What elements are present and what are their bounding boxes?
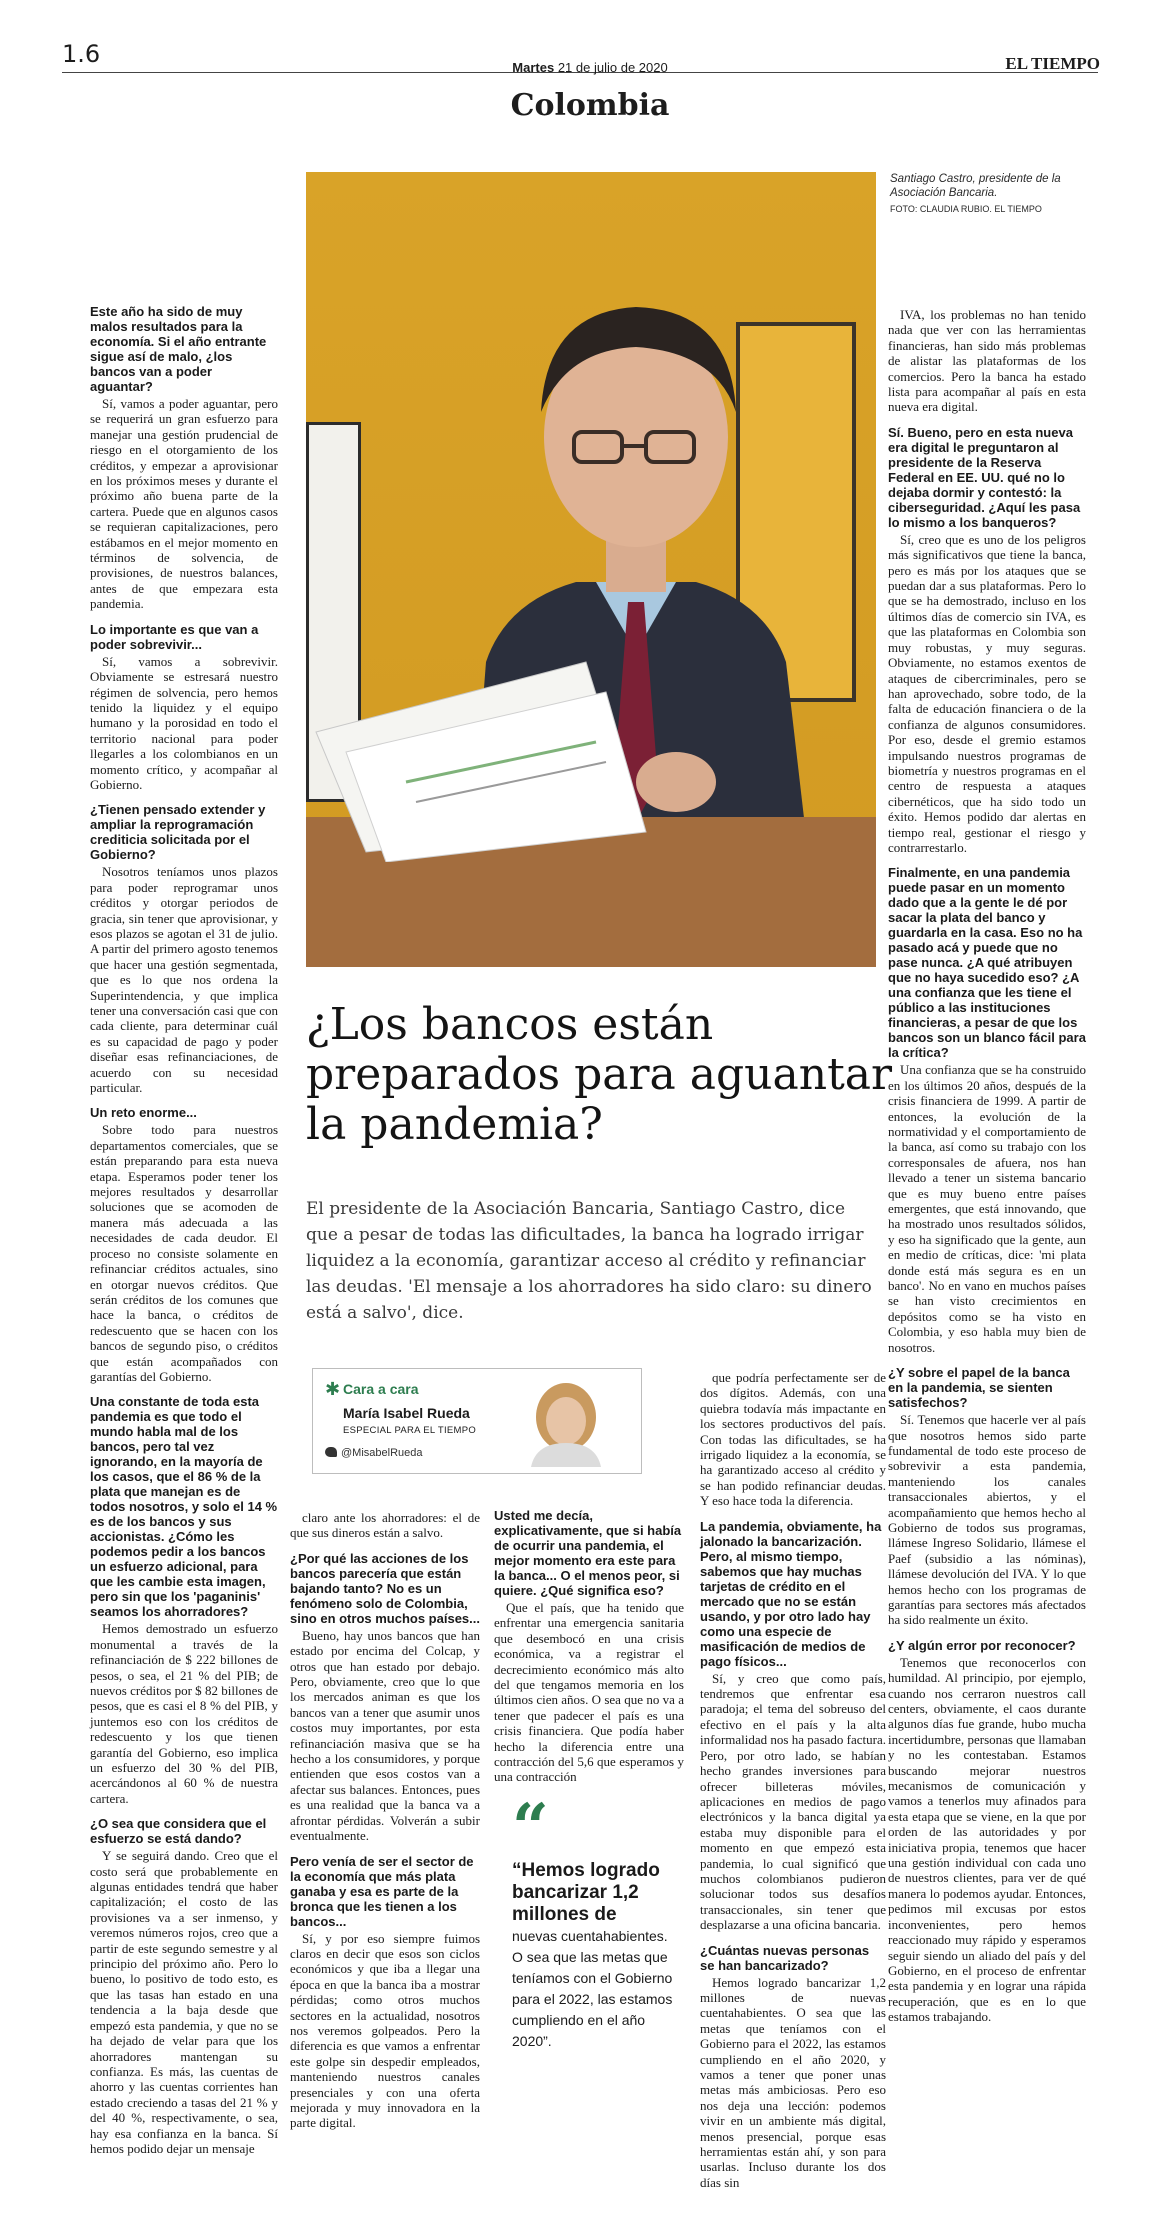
publication-date <box>470 60 710 75</box>
photo-credit: FOTO: CLAUDIA RUBIO. EL TIEMPO <box>890 204 1042 214</box>
interview-question: Una constante de toda esta pandemia es que todo el mundo habla mal de los bancos, pero tal vez ignorando, en la mayoría de los casos, que el 86 % de la plata que manejan es de todos nosotros, y solo el 14 % es de los bancos y sus accionistas. ¿Cómo les podemos pedir a los bancos un esfuerzo adicional, para que les cambie esta imagen, pero sin que los 'paganinis' seamos los ahorradores? <box>90 1394 278 1620</box>
byline-author: María Isabel Rueda <box>343 1405 470 1421</box>
interview-answer: Y se seguirá dando. Creo que el costo será que probablemente en algunas entidades tendrá que haber capitalización; el costo de las provisiones va a ser inmenso, y veremos números rojos, creo que a partir de este segundo semestre y al principio del próximo año. Pero lo bueno, lo positivo de todo esto, es que las tasas han estado en una tendencia a la baja desde que empezó esta pandemia, y que no se ha dejado de velar para que los ahorradores mantengan su confianza. Es más, las cuentas de ahorro y las cuentas corrientes han estado creciendo a tasas del 21 % y del 40 %, respectivamente, o sea, hay esa confianza en la banca. Sí hemos podido dejar un mensaje <box>90 1848 278 2156</box>
interview-question: Este año ha sido de muy malos resultados para la economía. Si el año entrante sigue así de malo, ¿los bancos van a poder aguantar? <box>90 304 267 394</box>
interview-answer: Sí, creo que es uno de los peligros más significativos que tiene la banca, pero es más por los ataques que se puedan dar a sus plataformas. Pero lo que se ha demostrado, incluso en los últimos días de comercio sin IVA, es que las plataformas en Colombia son muy robustas, y muy seguras. Obviamente, no estamos exentos de ataques de cibercriminales, pero se han aprovechado, sobre todo, de la falta de educación financiera o de la confianza de algunos consumidores. Por eso, desde el gremio estamos impulsando nuestros programas de biometría y nuestros programas en el centro de respuesta a ataques cibernéticos, que ha sido todo un éxito. Hemos podido dar alertas en tiempo real, gestionar el riesgo y contrarrestarlo. <box>888 531 1086 855</box>
column-1 <box>90 304 278 2156</box>
portrait-photo <box>306 172 876 967</box>
byline-twitter[interactable] <box>325 1447 423 1459</box>
date-rest: 21 de julio de 2020 <box>557 60 668 75</box>
byline-role: ESPECIAL PARA EL TIEMPO <box>343 1425 477 1436</box>
author-avatar <box>521 1377 611 1467</box>
interview-answer: Sí. Tenemos que hacerle ver al país que nosotros hemos sido parte fundamental de todo este proceso de sobrevivir a esta pandemia, manteniendo los canales transaccionales abiertos, y el acompañamiento que hemos hecho al Gobierno de todos sus programas, llámese Ingreso Solidario, llámese el Paef (subsidio a las nóminas), llámese devolución del IVA. Y lo que hemos hecho con los programas de garantías para sectores más afectados ha sido realmente un éxito. <box>888 1412 1086 1628</box>
interview-answer: Sobre todo para nuestros departamentos comerciales, que se están preparando para esta nueva etapa. Esperamos poder tener los mejores resultados y desarrollar soluciones que se acomoden de manera más adecuada a las necesidades de cada deudor. El proceso no consiste solamente en refinanciar créditos actuales, sino en otorgar nuevos créditos. Que serán créditos de los comunes que hace la banca, o créditos de redescuento que se hacen con los bancos de segundo piso, o créditos que están acompañados con garantías del Gobierno. <box>90 1122 278 1384</box>
twitter-handle: @MisabelRueda <box>341 1447 423 1459</box>
interview-question: Un reto enorme... <box>90 1105 197 1121</box>
interview-question: ¿Tienen pensado extender y ampliar la reprogramación crediticia solicitada por el Gobierno? <box>90 802 266 863</box>
interview-answer: Tenemos que reconocerlos con humildad. Al principio, por ejemplo, cuando nos cerraron nuestros call centers, obviamente, el caos durante algunos días fue grande, hubo mucha incertidumbre, personas que llamaban y no les contestaban. Estamos buscando mejorar nuestros mecanismos de comunicación y vamos a tenerlos muy afinados para esta etapa que se viene, en la que por orden de las autoridades y por iniciativa propia, tenemos que hacer una gestión individual con cada uno de nuestros clientes, para ver de qué manera lo podemos ayudar. Entonces, pedimos mil excusas por estos inconvenientes, pero hemos reaccionado muy rápido y esperamos seguir siendo un aliado del país y del Gobierno, en el proceso de enfrentar esta pandemia y en lograr una rápida recuperación, que es en lo que estamos trabajando. <box>888 1654 1086 2025</box>
interview-question: ¿Y algún error por reconocer? <box>888 1637 1076 1653</box>
column-3 <box>290 1508 480 2131</box>
interview-answer: Hemos demostrado un esfuerzo monumental a través de la refinanciación de $ 222 billones de pesos, o sea, el 21 % del PIB; de nuevos créditos por $ 82 billones de pesos, que es casi el 8 % del PIB, y juntemos eso con los créditos de redescuento y los que tienen garantía del Gobierno, eso implica un esfuerzo del 30 % del PIB, acercándonos al 60 % de nuestra cartera. <box>90 1621 278 1806</box>
pull-quote-rest: nuevas cuentahabientes. O sea que las metas que teníamos con el Gobierno para el 2022, las estamos cumpliendo en el año 2020”. <box>512 1928 673 2049</box>
interview-question: ¿Cuántas nuevas personas se han bancarizado? <box>700 1942 870 1973</box>
photo-caption <box>890 172 1090 216</box>
papers-illustration <box>306 612 876 862</box>
interview-question: ¿Y sobre el papel de la banca en la pandemia, se sienten satisfechos? <box>888 1365 1070 1411</box>
date-day: Martes <box>512 60 555 75</box>
interview-question: ¿Por qué las acciones de los bancos parecería que están bajando tanto? No es un fenómeno solo de Colombia, sino en otros muchos países... <box>290 1550 480 1626</box>
interview-answer: Una confianza que se ha construido en los últimos 20 años, después de la crisis financiera de 1999. A partir de entonces, la evolución de la normatividad y el comportamiento de la banca, así como su trabajo con los corresponsales de afuera, nos han llevado a tener un sistema bancario que es muy bueno entre países emergentes, que está innovando, que ha mostrado unos resultados sólidos, y eso ha significado que la gente, aun en medio de críticas, dice: 'mi plata donde está más segura es en un banco'. No en vano en muchos países se han visto crecimientos en depósitos como se ha visto en Colombia, y eso habla muy bien de nosotros. <box>888 1062 1086 1355</box>
interview-question: Lo importante es que van a poder sobrevivir... <box>90 621 259 652</box>
interview-answer: Que el país, que ha tenido que enfrentar una emergencia sanitaria que desembocó en una crisis económica, va a registrar el decrecimiento económico más alto del que tengamos memoria en los últimos cien años. O sea que no va a tener que padecer el país es una crisis financiera. Que podía haber hecho la diferencia entre una contracción del 5,6 que esperamos y una contracción <box>494 1600 684 1785</box>
newspaper-brand: EL TIEMPO <box>1005 54 1100 73</box>
interview-question: Pero venía de ser el sector de la economía que más plata ganaba y esa es parte de la bronca que les tienen a los bancos... <box>290 1853 474 1929</box>
pull-quote <box>512 1790 682 2052</box>
interview-question: La pandemia, obviamente, ha jalonado la bancarización. Pero, al mismo tiempo, sabemos que hay muchas tarjetas de crédito en el mercado que no se están usando, y por otro lado hay como una especie de masificación de medios de pago físicos... <box>700 1518 882 1669</box>
interview-answer: Sí, vamos a poder aguantar, pero se requerirá un gran esfuerzo para manejar una gestión prudencial de riesgo en el otorgamiento de los créditos, y empezar a aprovisionar en los próximos meses y durante el próximo año buena parte de la cartera. Puede que en algunos casos se requieran capitalizaciones, pero estábamos en el mejor momento en términos de solvencia, de provisiones, de nuestros balances, antes de que empezara esta pandemia. <box>90 396 278 612</box>
interview-answer: Nosotros teníamos unos plazos para poder reprogramar unos créditos y otorgar periodos de gracia, sin tener que aprovisionar, y esos plazos se agotan el 31 de julio. A partir del primero agosto tenemos que hacer una gestión segmentada, que es lo que nos ordena la Superintendencia, y que implica tener una conversación casi que con cada cliente, para determinar cuál es su capacidad de pago y poder diseñar esas refinanciaciones, de acuerdo con su necesidad particular. <box>90 864 278 1096</box>
interview-answer: claro ante los ahorradores: el de que sus dineros están a salvo. <box>290 1510 480 1541</box>
page-number: 1.6 <box>62 40 101 68</box>
interview-answer: Sí, vamos a sobrevivir. Obviamente se estresará nuestro régimen de solvencia, pero hemos tenido la liquidez y el equipo humano y la porosidad en todo el territorio nacional para poder llegarles a los colombianos en un momento crítico, y acompañar al Gobierno. <box>90 653 278 792</box>
column-4 <box>494 1508 684 1785</box>
article-dek: El presidente de la Asociación Bancaria, Santiago Castro, dice que a pesar de todas las dificultades, la banca ha logrado irrigar liquidez a la economía, garantizar acceso al crédito y refinanciar las deudas. 'El mensaje a los ahorradores ha sido claro: su dinero está a salvo', dice. <box>306 1199 872 1323</box>
interview-answer: Sí, y creo que como país, tendremos que enfrentar esa paradoja; el tema del sobreuso del efectivo en el país y la alta informalidad nos ha pasado factura. Pero, por otro lado, se habían hecho grandes inversiones para ofrecer billeteras móviles, aplicaciones en medios de pago electrónicos y la banca digital ya estaba muy disponible para el momento en que empezó esta pandemia, lo cual significó que muchos colombianos pudieron solucionar todos sus desafíos transaccionales, sin tener que desplazarse a una oficina bancaria. <box>700 1670 886 1933</box>
interview-question: Usted me decía, explicativamente, que si había de ocurrir una pandemia, el mejor momento era este para la banca... O el menos peor, si quiere. ¿Qué significa eso? <box>494 1508 682 1598</box>
interview-answer: que podría perfectamente ser de dos dígitos. Además, con una quiebra todavía más impactante en los sectores productivos del país. Con todas las dificultades, se ha irrigado liquidez a la economía, se ha garantizado acceso al crédito y se han podido refinanciar deudas. Y eso hace toda la diferencia. <box>700 1370 886 1509</box>
interview-answer: Sí, y por eso siempre fuimos claros en decir que esos son ciclos económicos y que iba a llegar una época en que la banca iba a mostrar pérdidas; como otros muchos sectores en la actualidad, nosotros nos veremos golpeados. Pero la diferencia es que vamos a enfrentar este golpe sin despedir empleados, manteniendo nuestros canales presenciales y con una oferta mejorada y muy innovadora en la parte digital. <box>290 1930 480 2131</box>
interview-answer: Hemos logrado bancarizar 1,2 millones de nuevas cuentahabientes. O sea que las metas que teníamos con el Gobierno para el 2022, las estamos cumpliendo en el año 2020, y vamos a tener que poner unas metas más ambiciosas. Pero eso nos deja una lección: podemos vivir en un ambiente más digital, menos presencial, porque esas herramientas están ahí, y son para usarlas. Incluso durante los dos días sin <box>700 1974 886 2190</box>
byline-box <box>312 1368 642 1474</box>
caption-text: Santiago Castro, presidente de la Asociación Bancaria. <box>890 173 1061 199</box>
twitter-icon <box>325 1447 337 1457</box>
byline-section: Cara a cara <box>343 1381 419 1397</box>
asterisk-icon: ✱ <box>325 1379 341 1400</box>
column-5 <box>700 1368 886 2190</box>
interview-question: ¿O sea que considera que el esfuerzo se está dando? <box>90 1816 267 1847</box>
pull-quote-lead: “Hemos logrado bancarizar 1,2 millones de <box>512 1860 660 1925</box>
section-title: Colombia <box>510 88 670 123</box>
interview-answer: Bueno, hay unos bancos que han estado por encima del Colcap, y otros que han estado por debajo. Pero, obviamente, creo que lo que los mercados animan es que los bancos van a tener que asumir unos costos muy importantes, por esta refinanciación masiva que se ha hecho a los consumidores, y porque entienden que esos costos van a afectar sus balances. Entonces, pues es una realidad que la banca va a afrontar pérdidas. Volverán a subir eventualmente. <box>290 1627 480 1844</box>
interview-answer: IVA, los problemas no han tenido nada que ver con las herramientas financieras, han sido más problemas de alistar las plataformas de los comercios. Pero la banca ha estado lista para acompañar al país en esta nueva era digital. <box>888 307 1086 415</box>
quote-mark-icon: “ <box>512 1790 549 1865</box>
interview-question: Sí. Bueno, pero en esta nueva era digital le preguntaron al presidente de la Reserva Federal en EE. UU. qué no lo dejaba dormir y contestó: la ciberseguridad. ¿Aquí les pasa lo mismo a los banqueros? <box>888 424 1081 530</box>
column-2 <box>888 305 1086 2025</box>
article-headline: ¿Los bancos están preparados para aguantar la pandemia? <box>306 999 893 1150</box>
interview-question: Finalmente, en una pandemia puede pasar en un momento dado que a la gente le dé por sacar la plata del banco y guardarla en la casa. Eso no ha pasado acá y puede que no pase nunca. ¿A qué atribuyen que no haya sucedido eso? ¿A una confianza que les tiene el público a las instituciones financieras, a pesar de que los bancos son un blanco fácil para la crítica? <box>888 865 1086 1061</box>
